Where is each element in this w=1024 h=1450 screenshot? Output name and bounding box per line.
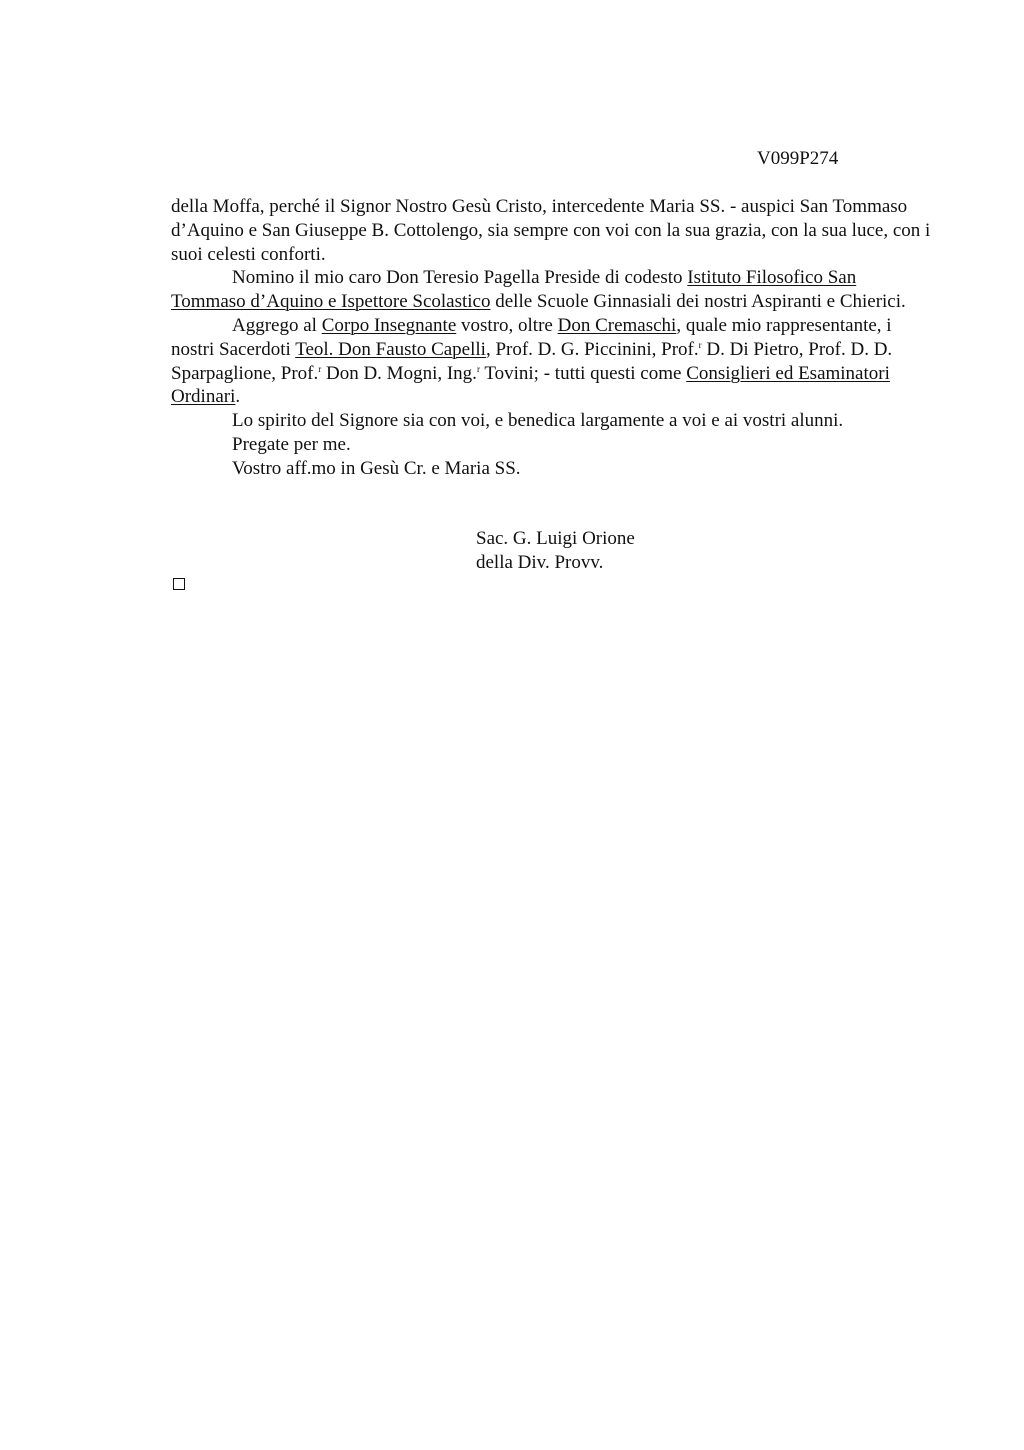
- superscript-r: r: [318, 363, 322, 374]
- text-segment: Nomino il mio caro Don Teresio Pagella Preside di codesto: [232, 267, 688, 289]
- underlined-corpo-insegnante: Corpo Insegnante: [321, 314, 457, 336]
- paragraph-nomination: [171, 266, 931, 314]
- paragraph-opening: della Moffa, perché il Signor Nostro Gesù Cristo, intercedente Maria SS. - auspici San Tommaso d’Aquino e San Giuseppe B. Cottolengo, sia sempre con voi con la sua grazia, con la sua luce, con i suoi celesti conforti.: [171, 196, 931, 265]
- square-outline-icon: [173, 578, 185, 590]
- text-segment: , Prof. D. G. Piccinini, Prof.: [485, 338, 699, 360]
- underlined-consiglieri: Consiglieri ed Esaminatori Ordinari: [171, 362, 890, 408]
- superscript-r: r: [476, 363, 480, 374]
- text-segment: vostro, oltre: [456, 314, 558, 336]
- page-reference: V099P274: [757, 148, 839, 169]
- underlined-fausto-capelli: Teol. Don Fausto Capelli: [295, 338, 486, 360]
- signature-title: della Div. Provv.: [476, 551, 604, 573]
- paragraph-closing: Vostro aff.mo in Gesù Cr. e Maria SS.: [232, 457, 521, 479]
- text-segment: Tovini; - tutti questi come: [479, 362, 687, 384]
- signature-name: Sac. G. Luigi Orione: [476, 528, 635, 549]
- text-segment: D. Di Pietro, Prof. D. D. Sparpaglione, Prof.: [171, 338, 893, 384]
- superscript-r: r: [698, 339, 702, 350]
- text-segment: Don D. Mogni, Ing.: [321, 362, 477, 384]
- underlined-institute-name: Istituto Filosofico San Tommaso d’Aquino e Ispettore Scolastico: [171, 267, 857, 313]
- underlined-don-cremaschi: Don Cremaschi: [557, 314, 677, 336]
- text-segment: delle Scuole Ginnasiali dei nostri Aspiranti e Chierici.: [490, 291, 906, 313]
- text-segment: Aggrego al: [232, 314, 322, 336]
- signature-block: [476, 527, 635, 575]
- paragraph-blessing: Lo spirito del Signore sia con voi, e benedica largamente a voi e ai vostri alunni.: [232, 410, 844, 432]
- paragraph-faculty: [171, 314, 931, 409]
- text-segment: , quale mio rappresentante, i nostri Sacerdoti: [171, 314, 892, 360]
- text-segment: .: [235, 386, 241, 408]
- letter-body: [171, 195, 931, 481]
- paragraph-pray: Pregate per me.: [232, 433, 351, 455]
